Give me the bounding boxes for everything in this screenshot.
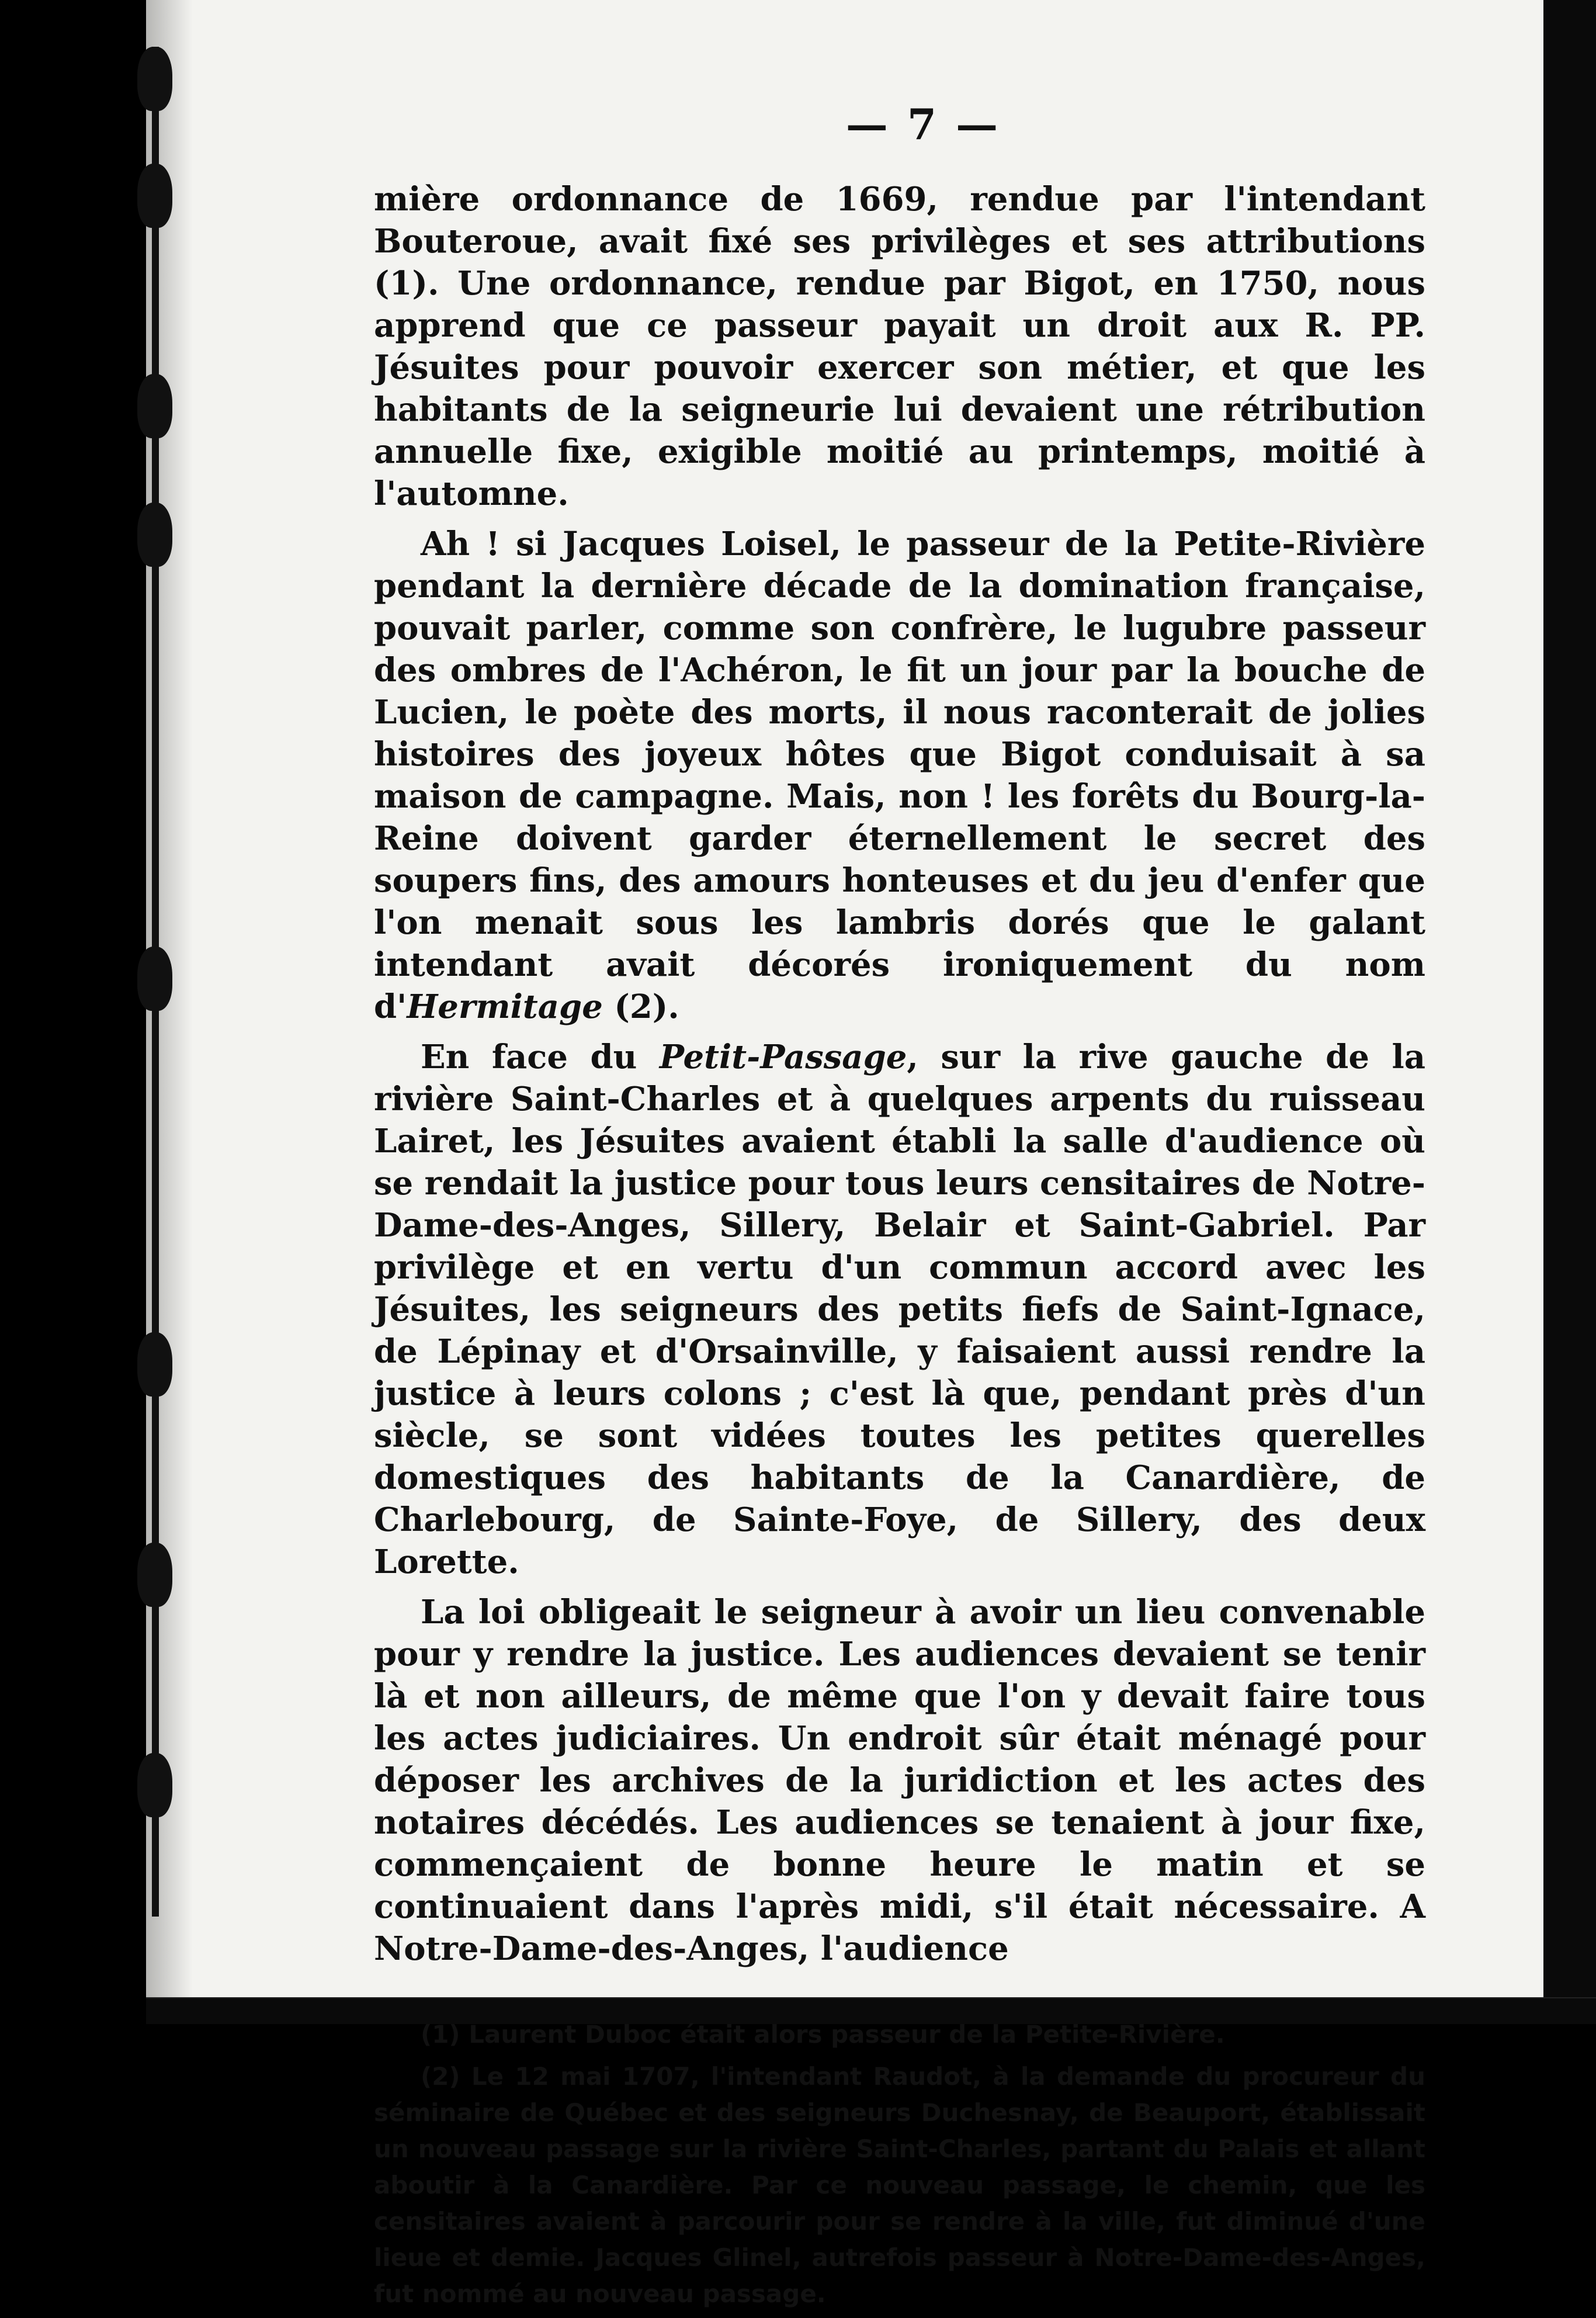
footnote-ref: (2). xyxy=(602,988,679,1026)
binding-knot xyxy=(137,1332,172,1397)
page-number: — 7 — xyxy=(845,99,1001,149)
binding-knot xyxy=(137,503,172,567)
body-text xyxy=(374,178,1425,1970)
italic-term: Petit-Passage xyxy=(659,1038,907,1076)
paragraph-text: , sur la rive gauche de la rivière Saint-Charles et à quelques arpents du ruisseau Lairet, les Jésuites avaient établi la salle d'audience où se rendait la justice pour tous leurs censitaires de Notre-Dame-des-Anges, Sillery, Belair et Saint-Gabriel. Par privilège et en vertu d'un commun accord avec les Jésuites, les seigneurs des petits fiefs de Saint-Ignace, de Lépinay et d'Orsainville, y faisaient aussi rendre la justice à leurs colons ; c'est là que, pendant près d'un siècle, se sont vidées toutes les petites querelles domestiques des habitants de la Canardière, de Charlebourg, de Sainte-Foye, de Sillery, des deux Lorette. xyxy=(374,1038,1426,1581)
binding-thread xyxy=(134,47,175,1917)
binding-knot xyxy=(137,1753,172,1817)
footnote: (1) Laurent Duboc était alors passeur de la Petite-Rivière. xyxy=(421,2020,1225,2049)
binding-knot xyxy=(137,164,172,228)
binding-knot xyxy=(137,1543,172,1607)
binding-knot xyxy=(137,947,172,1011)
binding-knot xyxy=(137,47,172,111)
footnotes xyxy=(374,2016,1425,2312)
paragraph: mière ordonnance de 1669, rendue par l'intendant Bouteroue, avait fixé ses privilèges et ses attributions (1). Une ordonnance, rendue par Bigot, en 1750, nous apprend que ce passeur payait un droit aux R. PP. Jésuites pour pouvoir exercer son métier, et que les habitants de la seigneurie lui devaient une rétribution annuelle fixe, exigible moitié au printemps, moitié à l'automne. xyxy=(374,180,1425,513)
paragraph: La loi obligeait le seigneur à avoir un lieu convenable pour y rendre la justice. Les audiences devaient se tenir là et non ailleurs, de même que l'on y devait faire tous les actes judiciaires. Un endroit sûr était ménagé pour déposer les archives de la juridiction et les actes des notaires décédés. Les audiences se tenaient à jour fixe, commençaient de bonne heure le matin et se continuaient dans l'après midi, s'il était nécessaire. A Notre-Dame-des-Anges, l'audience xyxy=(374,1593,1425,1968)
binding-knot xyxy=(137,374,172,438)
paragraph-text: En face du xyxy=(421,1038,660,1076)
paragraph xyxy=(374,523,1425,1028)
footnote: (2) Le 12 mai 1707, l'intendant Raudot, à la demande du procureur du séminaire de Québec et des seigneurs Duchesnay, de Beauport, établissait un nouveau passage sur la rivière Saint-Charles, partant du Palais et allant aboutir à la Canardière. Par ce nouveau passage, le chemin, que les censitaires avaient à parcourir pour se rendre à la ville, fut diminué d'une lieue et demie. Jacques Glinel, autrefois passeur à Notre-Dame-des-Anges, fut nommé au nouveau passage. xyxy=(374,2062,1425,2308)
scan-right-border xyxy=(1543,0,1596,2024)
paragraph xyxy=(374,1036,1425,1583)
page-content xyxy=(374,99,1425,2318)
italic-term: Hermitage xyxy=(407,988,603,1026)
paragraph-text: Ah ! si Jacques Loisel, le passeur de la Petite-Rivière pendant la dernière décade de la domination française, pouvait parler, comme son confrère, le lugubre passeur des ombres de l'Achéron, le fit un jour par la bouche de Lucien, le poète des morts, il nous raconterait de jolies histoires des joyeux hôtes que Bigot conduisait à sa maison de campagne. Mais, non ! les forêts du Bourg-la-Reine doivent garder éternellement le secret des soupers fins, des amours honteuses et du jeu d'enfer que l'on menait sous les lambris dorés que le galant intendant avait décorés ironiquement du nom d' xyxy=(374,525,1425,1026)
